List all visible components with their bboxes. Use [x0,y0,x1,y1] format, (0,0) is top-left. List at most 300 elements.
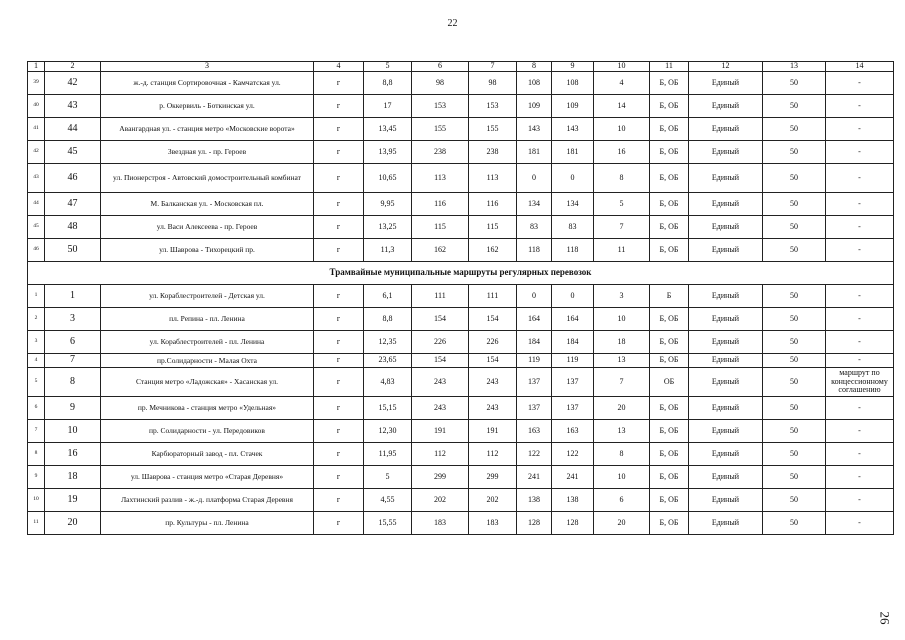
cell-c14: - [826,193,894,216]
cell-n: 2 [28,308,45,331]
cell-c5: 11,3 [364,239,412,262]
cell-c9: 83 [552,216,594,239]
cell-c9: 137 [552,397,594,420]
cell-c10: 8 [594,164,650,193]
cell-c9: 109 [552,95,594,118]
cell-n: 41 [28,118,45,141]
cell-name: пр.Солидарности - Малая Охта [101,354,314,368]
cell-c11: Б, ОБ [650,489,689,512]
cell-c8: 119 [517,354,552,368]
cell-c9: 122 [552,443,594,466]
cell-c5: 15,55 [364,512,412,535]
cell-c13: 50 [763,164,826,193]
cell-c6: 243 [412,397,469,420]
cell-c6: 154 [412,354,469,368]
cell-c6: 226 [412,331,469,354]
cell-c6: 162 [412,239,469,262]
cell-c14: маршрут по концессионному соглашению [826,368,894,397]
cell-c9: 164 [552,308,594,331]
cell-name: ул. Шаврова - Тихорецкий пр. [101,239,314,262]
cell-n: 44 [28,193,45,216]
cell-c13: 50 [763,466,826,489]
cell-c10: 20 [594,397,650,420]
cell-c11: Б, ОБ [650,308,689,331]
cell-c4: г [314,308,364,331]
cell-c7: 243 [469,397,517,420]
table-row [28,216,894,239]
cell-n: 40 [28,95,45,118]
cell-c4: г [314,489,364,512]
header-cell: 5 [364,62,412,72]
cell-c11: ОБ [650,368,689,397]
section-title: Трамвайные муниципальные маршруты регулярных перевозок [28,262,894,285]
header-cell: 1 [28,62,45,72]
cell-name: ул. Васи Алексеева - пр. Героев [101,216,314,239]
cell-route: 42 [45,72,101,95]
cell-c5: 23,65 [364,354,412,368]
cell-c5: 13,25 [364,216,412,239]
cell-c14: - [826,354,894,368]
cell-name: Лахтинский разлив - ж.-д. платформа Старая Деревня [101,489,314,512]
cell-name: ул. Кораблестроителей - Детская ул. [101,285,314,308]
cell-c12: Единый [689,216,763,239]
page-number: 22 [447,18,458,29]
cell-c11: Б, ОБ [650,354,689,368]
cell-n: 6 [28,397,45,420]
header-row [28,62,894,72]
header-cell: 8 [517,62,552,72]
cell-name: ул. Пионерстроя - Автовский домостроительный комбинат [101,164,314,193]
cell-c5: 17 [364,95,412,118]
header-cell: 4 [314,62,364,72]
cell-route: 50 [45,239,101,262]
cell-c6: 183 [412,512,469,535]
cell-c8: 134 [517,193,552,216]
cell-c4: г [314,443,364,466]
cell-c12: Единый [689,118,763,141]
cell-route: 10 [45,420,101,443]
cell-c12: Единый [689,95,763,118]
cell-c5: 4,83 [364,368,412,397]
cell-c12: Единый [689,368,763,397]
cell-c14: - [826,239,894,262]
cell-c6: 299 [412,466,469,489]
cell-c10: 14 [594,95,650,118]
cell-c11: Б, ОБ [650,118,689,141]
cell-name: Станция метро «Ладожская» - Хасанская ул. [101,368,314,397]
cell-c8: 109 [517,95,552,118]
cell-c8: 118 [517,239,552,262]
cell-n: 5 [28,368,45,397]
cell-c9: 119 [552,354,594,368]
cell-c9: 181 [552,141,594,164]
cell-c8: 83 [517,216,552,239]
cell-c4: г [314,216,364,239]
cell-c12: Единый [689,72,763,95]
cell-c12: Единый [689,466,763,489]
cell-n: 10 [28,489,45,512]
cell-name: Авангардная ул. - станция метро «Московские ворота» [101,118,314,141]
table-row [28,420,894,443]
cell-c7: 112 [469,443,517,466]
cell-c12: Единый [689,443,763,466]
cell-c14: - [826,95,894,118]
cell-c13: 50 [763,308,826,331]
cell-c12: Единый [689,489,763,512]
cell-name: М. Балканская ул. - Московская пл. [101,193,314,216]
cell-c11: Б, ОБ [650,72,689,95]
table-row [28,164,894,193]
cell-c14: - [826,466,894,489]
cell-c11: Б [650,285,689,308]
cell-c7: 154 [469,354,517,368]
cell-c9: 134 [552,193,594,216]
cell-c11: Б, ОБ [650,95,689,118]
cell-c6: 113 [412,164,469,193]
cell-c4: г [314,141,364,164]
cell-c7: 153 [469,95,517,118]
cell-c9: 137 [552,368,594,397]
header-cell: 7 [469,62,517,72]
cell-c6: 153 [412,95,469,118]
cell-c14: - [826,118,894,141]
header-cell: 14 [826,62,894,72]
cell-c10: 7 [594,368,650,397]
cell-c5: 6,1 [364,285,412,308]
cell-c9: 184 [552,331,594,354]
cell-c11: Б, ОБ [650,141,689,164]
cell-n: 11 [28,512,45,535]
cell-name: ж.-д. станция Сортировочная - Камчатская ул. [101,72,314,95]
cell-c7: 155 [469,118,517,141]
cell-c4: г [314,512,364,535]
table-row [28,489,894,512]
cell-route: 3 [45,308,101,331]
cell-n: 46 [28,239,45,262]
cell-c8: 164 [517,308,552,331]
cell-c5: 13,45 [364,118,412,141]
section-row [28,262,894,285]
cell-name: Карбюраторный завод - пл. Стачек [101,443,314,466]
cell-c4: г [314,285,364,308]
cell-c14: - [826,72,894,95]
cell-c12: Единый [689,308,763,331]
cell-route: 20 [45,512,101,535]
cell-c9: 0 [552,285,594,308]
cell-c14: - [826,216,894,239]
cell-c12: Единый [689,512,763,535]
cell-c4: г [314,95,364,118]
table-row [28,397,894,420]
cell-c11: Б, ОБ [650,216,689,239]
table-row [28,331,894,354]
cell-c5: 4,55 [364,489,412,512]
cell-c9: 0 [552,164,594,193]
cell-c12: Единый [689,141,763,164]
cell-c11: Б, ОБ [650,512,689,535]
cell-c7: 243 [469,368,517,397]
cell-route: 8 [45,368,101,397]
cell-c6: 154 [412,308,469,331]
cell-c7: 111 [469,285,517,308]
cell-c14: - [826,164,894,193]
cell-c5: 5 [364,466,412,489]
cell-name: Звездная ул. - пр. Героев [101,141,314,164]
cell-c11: Б, ОБ [650,164,689,193]
cell-c7: 299 [469,466,517,489]
cell-c8: 241 [517,466,552,489]
cell-n: 42 [28,141,45,164]
cell-c14: - [826,308,894,331]
cell-c8: 137 [517,368,552,397]
table-row [28,466,894,489]
cell-c5: 8,8 [364,308,412,331]
cell-c7: 116 [469,193,517,216]
cell-c10: 5 [594,193,650,216]
cell-n: 1 [28,285,45,308]
cell-c8: 184 [517,331,552,354]
cell-route: 1 [45,285,101,308]
cell-c13: 50 [763,397,826,420]
table-row [28,72,894,95]
cell-c6: 98 [412,72,469,95]
cell-c4: г [314,118,364,141]
table-row [28,118,894,141]
cell-c10: 7 [594,216,650,239]
cell-c6: 202 [412,489,469,512]
cell-c7: 183 [469,512,517,535]
cell-c4: г [314,420,364,443]
cell-c5: 13,95 [364,141,412,164]
cell-c8: 122 [517,443,552,466]
cell-c13: 50 [763,368,826,397]
cell-c6: 191 [412,420,469,443]
cell-c4: г [314,72,364,95]
cell-n: 3 [28,331,45,354]
cell-route: 9 [45,397,101,420]
cell-route: 18 [45,466,101,489]
cell-n: 4 [28,354,45,368]
table-row [28,354,894,368]
cell-c9: 128 [552,512,594,535]
cell-c12: Единый [689,420,763,443]
cell-c5: 9,95 [364,193,412,216]
table-row [28,193,894,216]
cell-c8: 128 [517,512,552,535]
table-row [28,512,894,535]
cell-c14: - [826,443,894,466]
cell-c7: 202 [469,489,517,512]
cell-route: 7 [45,354,101,368]
cell-c9: 163 [552,420,594,443]
cell-c10: 13 [594,354,650,368]
cell-c12: Единый [689,354,763,368]
cell-c10: 20 [594,512,650,535]
cell-c14: - [826,489,894,512]
cell-c10: 10 [594,308,650,331]
cell-c6: 116 [412,193,469,216]
cell-c12: Единый [689,397,763,420]
cell-c9: 138 [552,489,594,512]
cell-c14: - [826,420,894,443]
cell-n: 7 [28,420,45,443]
cell-c12: Единый [689,331,763,354]
cell-c10: 11 [594,239,650,262]
cell-c8: 0 [517,285,552,308]
cell-name: ул. Кораблестроителей - пл. Ленина [101,331,314,354]
cell-c8: 143 [517,118,552,141]
cell-route: 44 [45,118,101,141]
cell-c5: 12,30 [364,420,412,443]
cell-n: 8 [28,443,45,466]
cell-name: пр. Солидарности - ул. Передовиков [101,420,314,443]
table-row [28,443,894,466]
cell-c7: 113 [469,164,517,193]
cell-c4: г [314,397,364,420]
cell-n: 39 [28,72,45,95]
cell-c8: 163 [517,420,552,443]
cell-c11: Б, ОБ [650,420,689,443]
cell-c10: 13 [594,420,650,443]
cell-c12: Единый [689,193,763,216]
cell-c5: 8,8 [364,72,412,95]
cell-c9: 241 [552,466,594,489]
cell-name: р. Оккервиль - Боткинская ул. [101,95,314,118]
table-row [28,368,894,397]
table-row [28,239,894,262]
header-cell: 10 [594,62,650,72]
cell-c10: 3 [594,285,650,308]
cell-n: 9 [28,466,45,489]
cell-c7: 162 [469,239,517,262]
cell-c13: 50 [763,443,826,466]
cell-name: пр. Культуры - пл. Ленина [101,512,314,535]
cell-name: ул. Шаврова - станция метро «Старая Деревня» [101,466,314,489]
cell-c10: 18 [594,331,650,354]
table-row [28,285,894,308]
cell-c4: г [314,368,364,397]
cell-c8: 0 [517,164,552,193]
cell-c13: 50 [763,489,826,512]
header-cell: 2 [45,62,101,72]
cell-c11: Б, ОБ [650,397,689,420]
cell-c13: 50 [763,354,826,368]
cell-c14: - [826,512,894,535]
cell-c4: г [314,239,364,262]
cell-c14: - [826,331,894,354]
cell-c10: 10 [594,118,650,141]
cell-route: 46 [45,164,101,193]
cell-c10: 10 [594,466,650,489]
cell-c4: г [314,193,364,216]
cell-c10: 6 [594,489,650,512]
cell-c13: 50 [763,118,826,141]
corner-page-mark: 26 [877,611,893,625]
cell-c11: Б, ОБ [650,239,689,262]
cell-c13: 50 [763,141,826,164]
cell-c6: 238 [412,141,469,164]
cell-name: пл. Репина - пл. Ленина [101,308,314,331]
cell-c6: 243 [412,368,469,397]
routes-table [27,61,894,535]
cell-c8: 137 [517,397,552,420]
cell-c4: г [314,331,364,354]
cell-c7: 226 [469,331,517,354]
cell-c7: 154 [469,308,517,331]
cell-c10: 8 [594,443,650,466]
cell-c13: 50 [763,193,826,216]
cell-route: 48 [45,216,101,239]
cell-c6: 155 [412,118,469,141]
cell-c5: 11,95 [364,443,412,466]
cell-n: 45 [28,216,45,239]
header-cell: 3 [101,62,314,72]
cell-c14: - [826,141,894,164]
header-cell: 9 [552,62,594,72]
cell-c14: - [826,397,894,420]
cell-c13: 50 [763,95,826,118]
table-row [28,141,894,164]
cell-c13: 50 [763,512,826,535]
cell-c6: 111 [412,285,469,308]
cell-name: пр. Мечникова - станция метро «Удельная» [101,397,314,420]
cell-c8: 108 [517,72,552,95]
cell-c5: 10,65 [364,164,412,193]
cell-c9: 143 [552,118,594,141]
cell-c7: 98 [469,72,517,95]
cell-c12: Единый [689,285,763,308]
cell-c11: Б, ОБ [650,193,689,216]
cell-c14: - [826,285,894,308]
cell-c11: Б, ОБ [650,331,689,354]
cell-c7: 191 [469,420,517,443]
header-cell: 11 [650,62,689,72]
cell-route: 6 [45,331,101,354]
cell-c11: Б, ОБ [650,443,689,466]
cell-c9: 118 [552,239,594,262]
header-cell: 12 [689,62,763,72]
cell-c4: г [314,354,364,368]
cell-c9: 108 [552,72,594,95]
cell-route: 19 [45,489,101,512]
cell-route: 43 [45,95,101,118]
cell-c13: 50 [763,239,826,262]
cell-c7: 115 [469,216,517,239]
cell-c10: 4 [594,72,650,95]
header-cell: 13 [763,62,826,72]
cell-c7: 238 [469,141,517,164]
cell-c12: Единый [689,239,763,262]
table-row [28,95,894,118]
header-cell: 6 [412,62,469,72]
cell-route: 47 [45,193,101,216]
cell-c8: 138 [517,489,552,512]
table-row [28,308,894,331]
cell-c11: Б, ОБ [650,466,689,489]
cell-c4: г [314,466,364,489]
cell-c13: 50 [763,72,826,95]
cell-route: 16 [45,443,101,466]
cell-c13: 50 [763,420,826,443]
cell-route: 45 [45,141,101,164]
cell-n: 43 [28,164,45,193]
cell-c13: 50 [763,331,826,354]
cell-c8: 181 [517,141,552,164]
cell-c10: 16 [594,141,650,164]
cell-c5: 15,15 [364,397,412,420]
cell-c6: 115 [412,216,469,239]
cell-c5: 12,35 [364,331,412,354]
